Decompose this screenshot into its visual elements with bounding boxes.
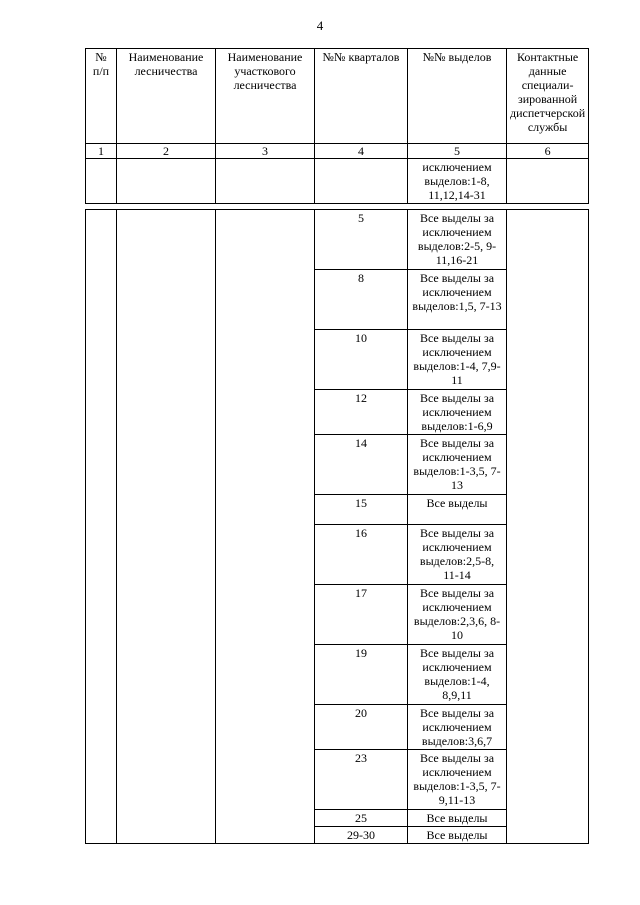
number-cell [86,159,117,204]
header-cell: №№ выделов [408,49,507,144]
district-cell [216,210,315,844]
vydely-cell: Все выделы за исключением выделов:1-4, 7,9-11 [408,330,507,390]
block-cell: 19 [315,645,408,705]
district-cell [216,159,315,204]
vydely-cell: Все выделы [408,495,507,525]
header-cell: Контактные данные специали-зированной диспетчерской службы [507,49,589,144]
index-cell: 5 [408,144,507,159]
index-cell: 6 [507,144,589,159]
header-cell: Наименование участкового лесничества [216,49,315,144]
header-row [86,49,589,144]
index-cell: 1 [86,144,117,159]
block-cell: 5 [315,210,408,270]
vydely-cell: Все выделы за исключением выделов:2-5, 9-11,16-21 [408,210,507,270]
block-cell: 16 [315,525,408,585]
vydely-cell: Все выделы [408,827,507,844]
block-cell: 17 [315,585,408,645]
block-cell: 12 [315,390,408,435]
block-cell: 15 [315,495,408,525]
vydely-cell: Все выделы за исключением выделов:3,6,7 [408,705,507,750]
number-cell [86,210,117,844]
vydely-cell: Все выделы за исключением выделов:2,5-8, 11-14 [408,525,507,585]
block-cell: 20 [315,705,408,750]
vydely-cell: Все выделы за исключением выделов:1-6,9 [408,390,507,435]
header-cell: №№ кварталов [315,49,408,144]
index-cell: 4 [315,144,408,159]
block-cell [315,159,408,204]
vydely-cell: Все выделы за исключением выделов:1-3,5, 7-13 [408,435,507,495]
vydely-cell: Все выделы за исключением выделов:1-4, 8,9,11 [408,645,507,705]
block-cell: 10 [315,330,408,390]
table-row [86,210,589,270]
forestry-table [85,48,589,844]
vydely-cell: Все выделы за исключением выделов:1-3,5, 7-9,11-13 [408,750,507,810]
block-cell: 8 [315,270,408,330]
page-number: 4 [316,18,324,33]
vydely-cell: Все выделы за исключением выделов:1,5, 7-13 [408,270,507,330]
header-cell: Наименование лесничества [117,49,216,144]
contact-cell [507,210,589,844]
block-cell: 14 [315,435,408,495]
vydely-cell: исключением выделов:1-8, 11,12,14-31 [408,159,507,204]
header-cell: № п/п [86,49,117,144]
table-row [86,159,589,204]
index-cell: 3 [216,144,315,159]
block-cell: 29-30 [315,827,408,844]
block-cell: 23 [315,750,408,810]
forestry-cell [117,210,216,844]
vydely-cell: Все выделы [408,810,507,827]
contact-cell [507,159,589,204]
forestry-cell [117,159,216,204]
block-cell: 25 [315,810,408,827]
index-cell: 2 [117,144,216,159]
index-row [86,144,589,159]
vydely-cell: Все выделы за исключением выделов:2,3,6, 8-10 [408,585,507,645]
